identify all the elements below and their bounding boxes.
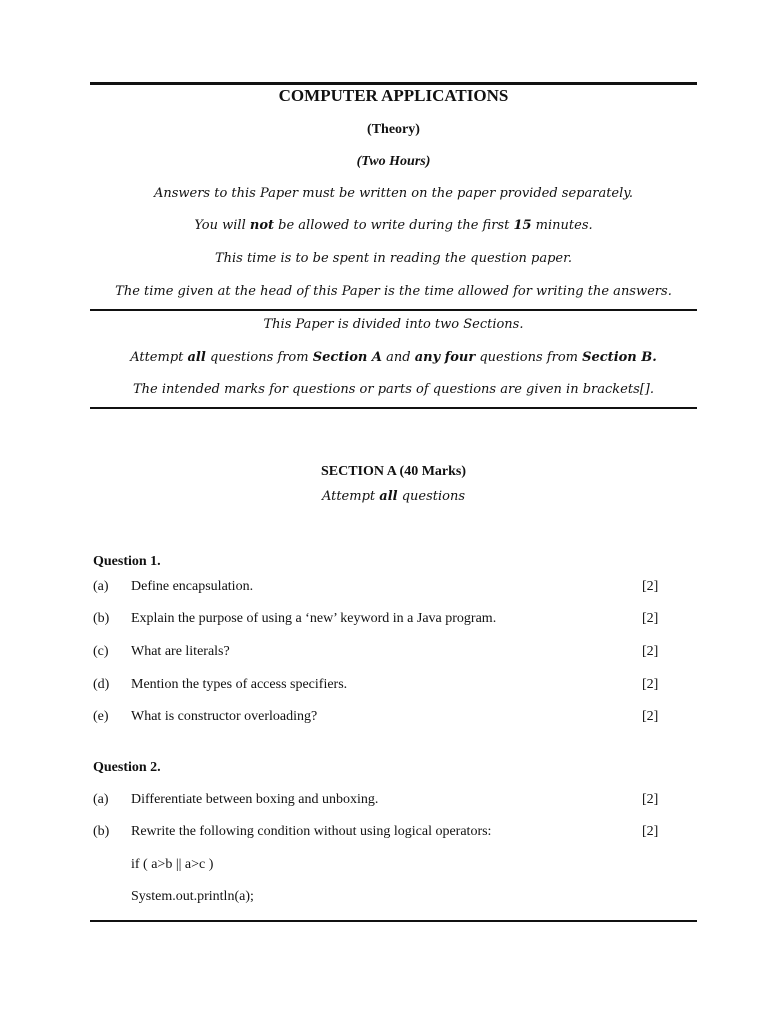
- question-2a: [93, 791, 673, 809]
- question-1d: [93, 676, 673, 694]
- instruction-line-1: Answers to this Paper must be written on the paper provided separately.: [153, 186, 634, 201]
- paper-subtitle: (Theory): [367, 122, 420, 137]
- question-2b: [93, 823, 673, 841]
- part-label: (b): [93, 824, 110, 839]
- section-a-attempt: Attempt all questions: [321, 489, 466, 504]
- lower-rule: [90, 407, 697, 409]
- question-1b: [93, 610, 673, 628]
- top-rule: [90, 82, 697, 85]
- instruction-line-5: This Paper is divided into two Sections.: [263, 317, 524, 332]
- part-marks: [2]: [642, 677, 659, 692]
- part-marks: [2]: [642, 644, 659, 659]
- part-marks: [2]: [642, 792, 659, 807]
- question-1-heading: Question 1.: [93, 554, 161, 569]
- part-label: (e): [93, 709, 109, 724]
- part-text: Differentiate between boxing and unboxing.: [131, 792, 379, 807]
- part-marks: [2]: [642, 709, 659, 724]
- instruction-line-6: Attempt all questions from Section A and any four questions from Section B.: [130, 350, 657, 365]
- instruction-line-4: The time given at the head of this Paper is the time allowed for writing the answers.: [115, 284, 672, 299]
- part-text: Define encapsulation.: [131, 579, 254, 594]
- section-a-title: SECTION A (40 Marks): [320, 464, 467, 479]
- paper-duration: (Two Hours): [356, 154, 431, 169]
- part-marks: [2]: [642, 579, 659, 594]
- part-text: Rewrite the following condition without using logical operators:: [131, 824, 492, 839]
- instruction-line-2: You will not be allowed to write during the first 15 minutes.: [194, 218, 593, 233]
- part-label: (c): [93, 644, 109, 659]
- question-1e: [93, 708, 673, 726]
- part-label: (b): [93, 611, 110, 626]
- question-1c: [93, 643, 673, 661]
- part-text: What are literals?: [131, 644, 230, 659]
- bottom-rule: [90, 920, 697, 922]
- part-label: (a): [93, 579, 109, 594]
- part-marks: [2]: [642, 824, 659, 839]
- middle-rule: [90, 309, 697, 311]
- part-text: Mention the types of access specifiers.: [131, 677, 348, 692]
- question-1a: [93, 578, 673, 596]
- code-line-1: if ( a>b || a>c ): [131, 857, 214, 872]
- instruction-line-3: This time is to be spent in reading the question paper.: [214, 251, 573, 266]
- part-text: What is constructor overloading?: [131, 709, 318, 724]
- part-label: (d): [93, 677, 110, 692]
- code-line-2: System.out.println(a);: [131, 889, 254, 904]
- page-title: COMPUTER APPLICATIONS: [278, 86, 509, 105]
- part-label: (a): [93, 792, 109, 807]
- part-marks: [2]: [642, 611, 659, 626]
- instruction-line-7: The intended marks for questions or parts of questions are given in brackets[].: [132, 382, 655, 397]
- question-2-heading: Question 2.: [93, 760, 161, 775]
- part-text: Explain the purpose of using a ‘new’ keyword in a Java program.: [131, 611, 497, 626]
